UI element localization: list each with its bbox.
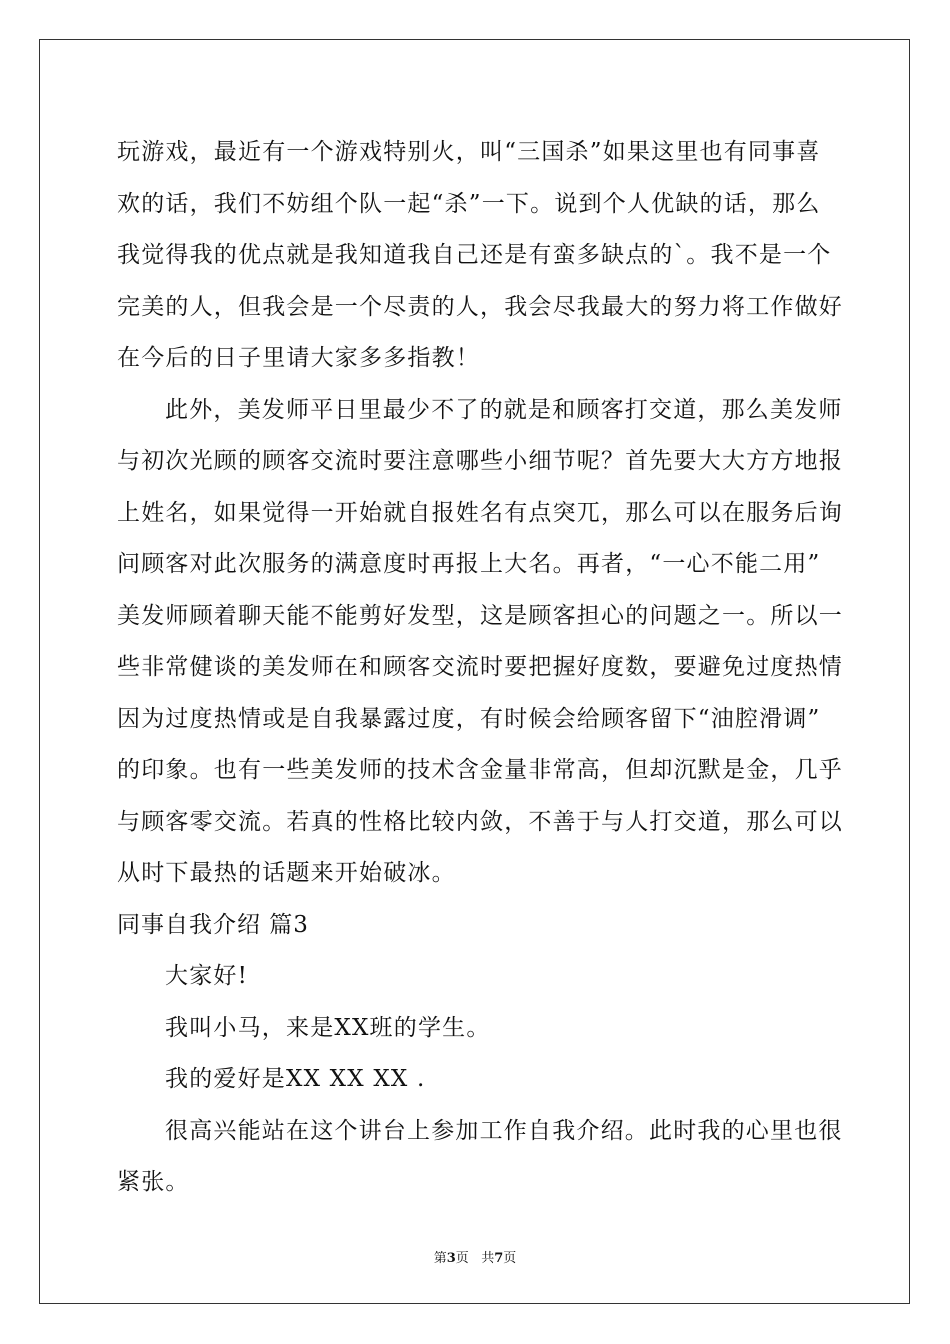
total-pages: 7 [494,1251,504,1266]
paragraph-line: 我的爱好是XX XX XX . [165,1066,426,1092]
paragraph-line: 我叫小马，来是XX班的学生。 [165,1014,491,1041]
paragraph-line: 美发师顾着聊天能不能剪好发型，这是顾客担心的问题之一。所以一 [117,602,843,629]
paragraph-line: 玩游戏，最近有一个游戏特别火，叫“三国杀”如果这里也有同事喜 [117,139,821,165]
paragraph-line: 很高兴能站在这个讲台上参加工作自我介绍。此时我的心里也很 [165,1117,843,1144]
paragraph-line: 因为过度热情或是自我暴露过度，有时候会给顾客留下“油腔滑调” [117,705,821,732]
paragraph-line: 此外，美发师平日里最少不了的就是和顾客打交道，那么美发师 [165,396,843,423]
paragraph-line: 欢的话，我们不妨组个队一起“杀”一下。说到个人优缺的话，那么 [117,190,821,217]
paragraph-line: 从时下最热的话题来开始破冰。 [117,860,456,886]
paragraph-line: 我觉得我的优点就是我知道我自己还是有蛮多缺点的`。我不是一个 [117,242,832,268]
document-body [117,127,843,1209]
total-suffix: 页 [503,1251,517,1266]
paragraph-line: 大家好! [165,963,249,989]
total-prefix: 共 [481,1251,495,1266]
paragraph-line: 完美的人，但我会是一个尽责的人，我会尽我最大的努力将工作做好 [117,293,843,320]
paragraph-line: 上姓名，如果觉得一开始就自报姓名有点突兀，那么可以在服务后询 [117,499,843,526]
page-footer [0,1247,950,1266]
paragraph-line: 与初次光顾的顾客交流时要注意哪些小细节呢？首先要大大方方地报 [117,448,843,474]
page-number: 3 [446,1251,456,1266]
paragraph-line: 在今后的日子里请大家多多指教！ [117,345,480,371]
section-heading: 同事自我介绍 篇3 [117,911,309,938]
paragraph-line: 与顾客零交流。若真的性格比较内敛，不善于与人打交道，那么可以 [117,808,843,835]
paragraph-line: 问顾客对此次服务的满意度时再报上大名。再者，“一心不能二用” [117,551,821,577]
page-suffix: 页 [455,1251,469,1266]
paragraph-line: 些非常健谈的美发师在和顾客交流时要把握好度数，要避免过度热情 [117,654,843,680]
paragraph-line: 的印象。也有一些美发师的技术含金量非常高，但却沉默是金，几乎 [117,757,843,783]
page-prefix: 第 [433,1251,447,1266]
paragraph-line: 紧张。 [117,1169,190,1195]
